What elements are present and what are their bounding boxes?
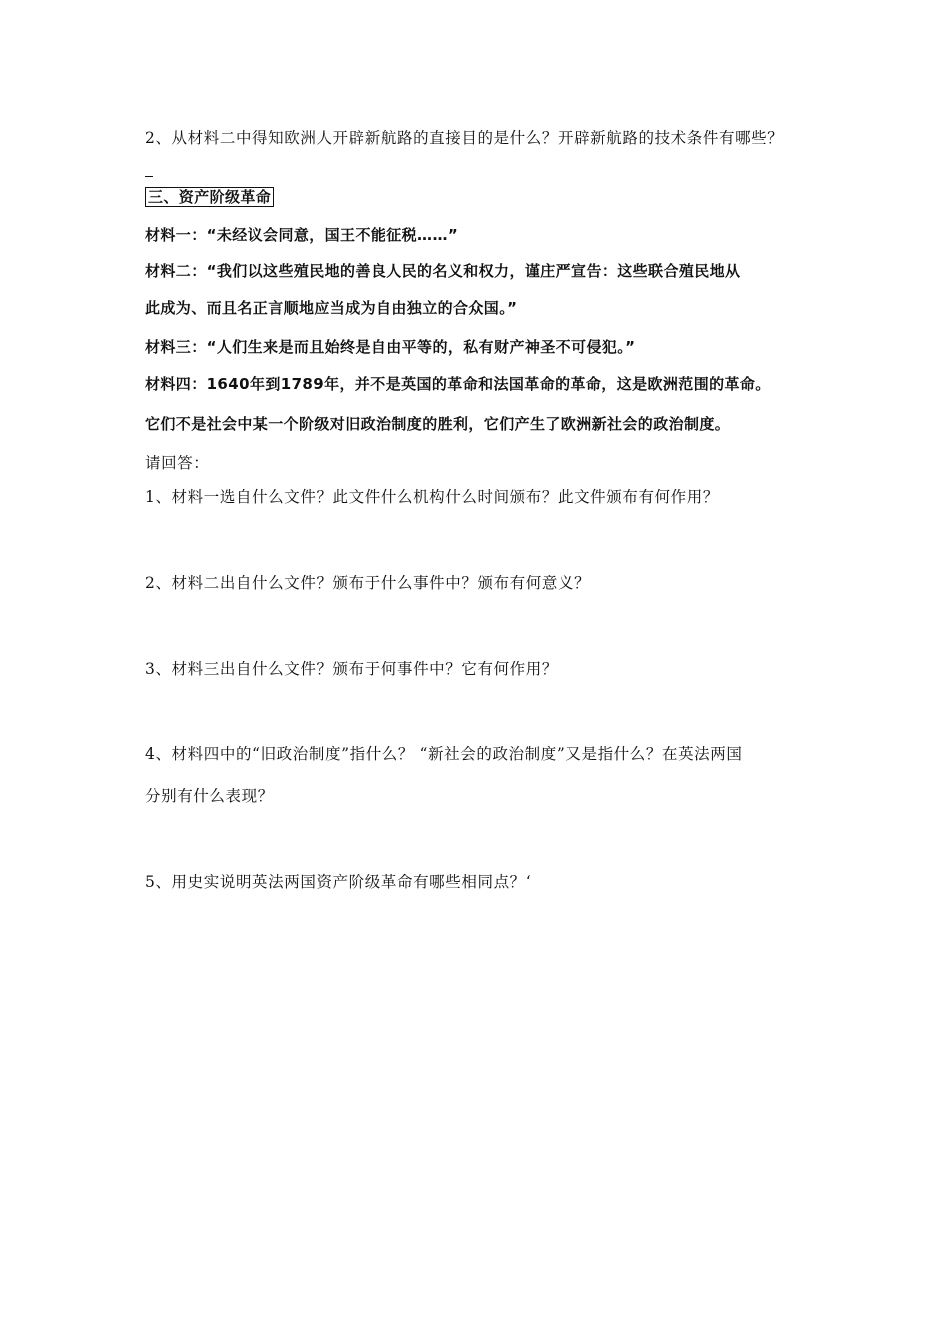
prev-question-2: 2、从材料二中得知欧洲人开辟新航路的直接目的是什么？开辟新航路的技术条件有哪些？ [145, 129, 784, 147]
question-2: 2、材料二出自什么文件？颁布于什么事件中？颁布有何意义？ [145, 574, 591, 592]
material-2-line-2: 此成为、而且名正言顺地应当成为自由独立的合众国。” [145, 299, 518, 317]
answer-blank-mark [145, 176, 153, 177]
question-4-line-1: 4、材料四中的“旧政治制度”指什么？ “新社会的政治制度”又是指什么？在英法两国 [145, 745, 743, 763]
question-3: 3、材料三出自什么文件？颁布于何事件中？它有何作用？ [145, 660, 558, 678]
question-1: 1、材料一选自什么文件？此文件什么机构什么时间颁布？此文件颁布有何作用？ [145, 488, 719, 506]
material-1: 材料一：“未经议会同意，国王不能征税……” [145, 226, 459, 244]
material-2-line-1: 材料二：“我们以这些殖民地的善良人民的名义和权力，谨庄严宣告：这些联合殖民地从 [145, 262, 741, 280]
question-5: 5、用史实说明英法两国资产阶级革命有哪些相同点？‘ [145, 873, 532, 891]
section-heading [145, 187, 274, 207]
section-heading-text: 三、资产阶级革命 [145, 187, 274, 207]
material-4-line-1: 材料四：1640年到1789年，并不是英国的革命和法国革命的革命，这是欧洲范围的革命。 [145, 375, 771, 393]
material-3: 材料三：“人们生来是而且始终是自由平等的，私有财产神圣不可侵犯。” [145, 338, 636, 356]
question-4-line-2: 分别有什么表现？ [145, 787, 274, 805]
answer-prompt: 请回答： [145, 454, 210, 472]
material-4-line-2: 它们不是社会中某一个阶级对旧政治制度的胜利，它们产生了欧洲新社会的政治制度。 [145, 415, 731, 433]
